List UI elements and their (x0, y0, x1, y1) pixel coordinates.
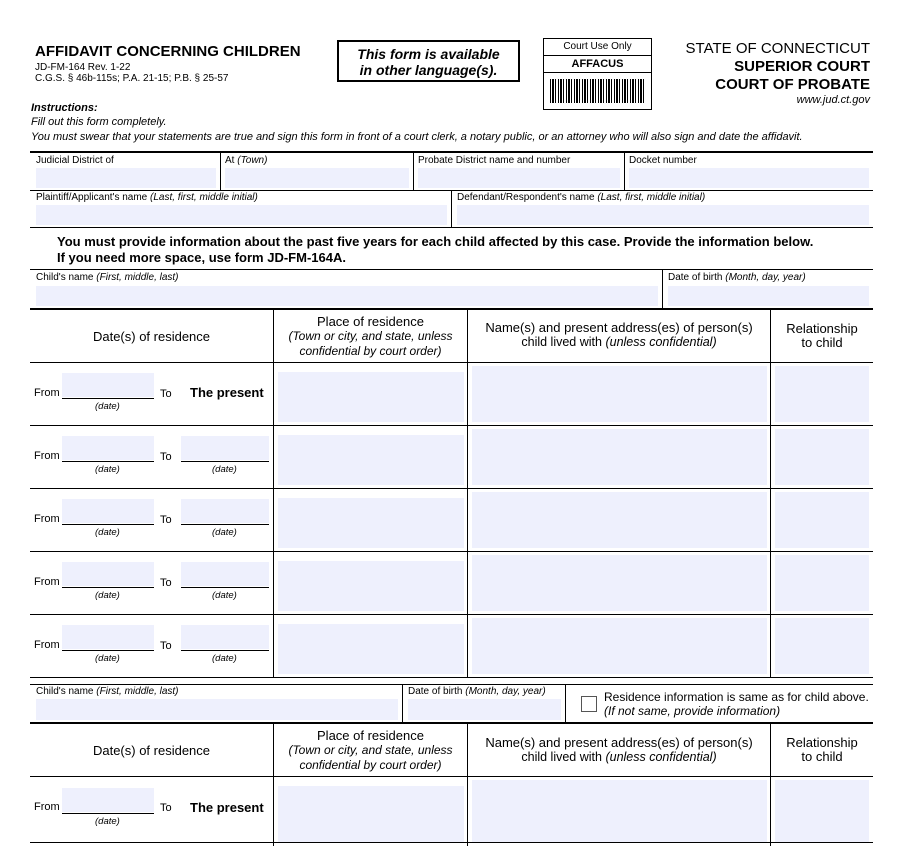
docket-label: Docket number (629, 155, 697, 166)
statutes: C.G.S. § 46b-115s; P.A. 21-15; P.B. § 25-57 (35, 73, 229, 84)
language-notice-box (337, 40, 520, 82)
from-date-input[interactable] (62, 625, 154, 649)
court-use-label: Court Use Only (563, 41, 632, 52)
persons-input[interactable] (472, 780, 767, 842)
defendant-label: Defendant/Respondent's name (Last, first, middle initial) (457, 192, 706, 203)
probate-district-label: Probate District name and number (418, 155, 571, 166)
date-hint: (date) (95, 464, 120, 475)
persons-input[interactable] (472, 555, 767, 611)
col-relationship-header: Relationship to child (786, 321, 858, 350)
col-persons-header: Name(s) and present address(es) of person(s) child lived with (unless confidential) (485, 320, 753, 349)
place-input[interactable] (278, 624, 464, 674)
persons-input[interactable] (472, 618, 767, 674)
language-notice-line2: in other language(s). (359, 62, 498, 78)
from-date-input[interactable] (62, 373, 154, 397)
plaintiff-input[interactable] (36, 205, 447, 225)
col-dates-header: Date(s) of residence (92, 329, 211, 344)
child1-dob-label: Date of birth (Month, day, year) (668, 272, 806, 283)
date-hint: (date) (95, 401, 120, 412)
to-label: To (160, 577, 172, 589)
child2-name-input[interactable] (36, 699, 398, 720)
the-present-label: The present (190, 800, 264, 815)
child1-dob-input[interactable] (668, 286, 869, 306)
notice-line2: If you need more space, use form JD-FM-164A. (57, 250, 346, 265)
from-label: From (34, 639, 60, 651)
child2-dob-label: Date of birth (Month, day, year) (408, 686, 546, 697)
relationship-input[interactable] (775, 555, 869, 611)
place-input[interactable] (278, 498, 464, 548)
place-input[interactable] (278, 435, 464, 485)
child2-dob-input[interactable] (408, 699, 561, 720)
form-id: JD-FM-164 Rev. 1-22 (35, 62, 131, 73)
court-code: AFFACUS (571, 58, 624, 70)
date-hint: (date) (212, 527, 237, 538)
barcode-icon (550, 79, 644, 103)
to-date-input[interactable] (181, 499, 269, 523)
date-hint: (date) (212, 590, 237, 601)
relationship-input[interactable] (775, 429, 869, 485)
date-hint: (date) (212, 653, 237, 664)
to-date-input[interactable] (181, 436, 269, 460)
persons-input[interactable] (472, 492, 767, 548)
date-hint: (date) (212, 464, 237, 475)
col-relationship-header: Relationship to child (786, 735, 858, 764)
to-label: To (160, 514, 172, 526)
same-as-above-label: Residence information is same as for child above. (604, 690, 869, 704)
place-input[interactable] (278, 372, 464, 422)
to-label: To (160, 802, 172, 814)
state-name: STATE OF CONNECTICUT (685, 40, 870, 57)
relationship-input[interactable] (775, 618, 869, 674)
same-as-above-checkbox[interactable] (581, 696, 597, 712)
date-hint: (date) (95, 653, 120, 664)
from-label: From (34, 450, 60, 462)
plaintiff-label: Plaintiff/Applicant's name (Last, first, middle initial) (36, 192, 258, 203)
persons-input[interactable] (472, 429, 767, 485)
judicial-district-label: Judicial District of (36, 155, 114, 166)
form-title: AFFIDAVIT CONCERNING CHILDREN (35, 43, 301, 60)
from-date-input[interactable] (62, 562, 154, 586)
to-label: To (160, 451, 172, 463)
relationship-input[interactable] (775, 366, 869, 422)
col-place-header: Place of residence (Town or city, and state, unless confidential by court order) (288, 314, 453, 358)
docket-input[interactable] (629, 168, 869, 188)
from-label: From (34, 576, 60, 588)
col-dates-header: Date(s) of residence (92, 743, 211, 758)
probate-district-input[interactable] (418, 168, 620, 188)
instructions-heading: Instructions: (31, 102, 98, 114)
date-hint: (date) (95, 527, 120, 538)
place-input[interactable] (278, 786, 464, 842)
same-as-above-hint: (If not same, provide information) (604, 704, 781, 718)
date-hint: (date) (95, 816, 120, 827)
from-label: From (34, 387, 60, 399)
instructions-line2: You must swear that your statements are true and sign this form in front of a court clerk, a notary public, or an attorney who will also sign and date the affidavit. (31, 131, 803, 143)
persons-input[interactable] (472, 366, 767, 422)
defendant-input[interactable] (457, 205, 869, 225)
child2-name-label: Child's name (First, middle, last) (36, 686, 179, 697)
relationship-input[interactable] (775, 780, 869, 842)
to-label: To (160, 640, 172, 652)
the-present-label: The present (190, 385, 264, 400)
date-hint: (date) (95, 590, 120, 601)
child1-name-input[interactable] (36, 286, 658, 306)
child1-name-label: Child's name (First, middle, last) (36, 272, 179, 283)
court-probate: COURT OF PROBATE (715, 76, 870, 93)
notice-line1: You must provide information about the past five years for each child affected by this case. Provide the information below. (57, 234, 814, 249)
at-town-input[interactable] (225, 168, 409, 188)
relationship-input[interactable] (775, 492, 869, 548)
to-label: To (160, 388, 172, 400)
from-label: From (34, 513, 60, 525)
judicial-district-input[interactable] (36, 168, 216, 188)
website-link[interactable]: www.jud.ct.gov (796, 94, 870, 106)
col-place-header: Place of residence (Town or city, and state, unless confidential by court order) (288, 728, 453, 772)
to-date-input[interactable] (181, 562, 269, 586)
col-persons-header: Name(s) and present address(es) of person(s) child lived with (unless confidential) (485, 735, 753, 764)
instructions-line1: Fill out this form completely. (31, 116, 167, 128)
at-town-label: At (Town) (225, 155, 268, 166)
from-date-input[interactable] (62, 499, 154, 523)
from-date-input[interactable] (62, 788, 154, 812)
place-input[interactable] (278, 561, 464, 611)
language-notice-line1: This form is available (357, 46, 500, 62)
from-date-input[interactable] (62, 436, 154, 460)
to-date-input[interactable] (181, 625, 269, 649)
court-superior: SUPERIOR COURT (734, 58, 870, 75)
from-label: From (34, 801, 60, 813)
